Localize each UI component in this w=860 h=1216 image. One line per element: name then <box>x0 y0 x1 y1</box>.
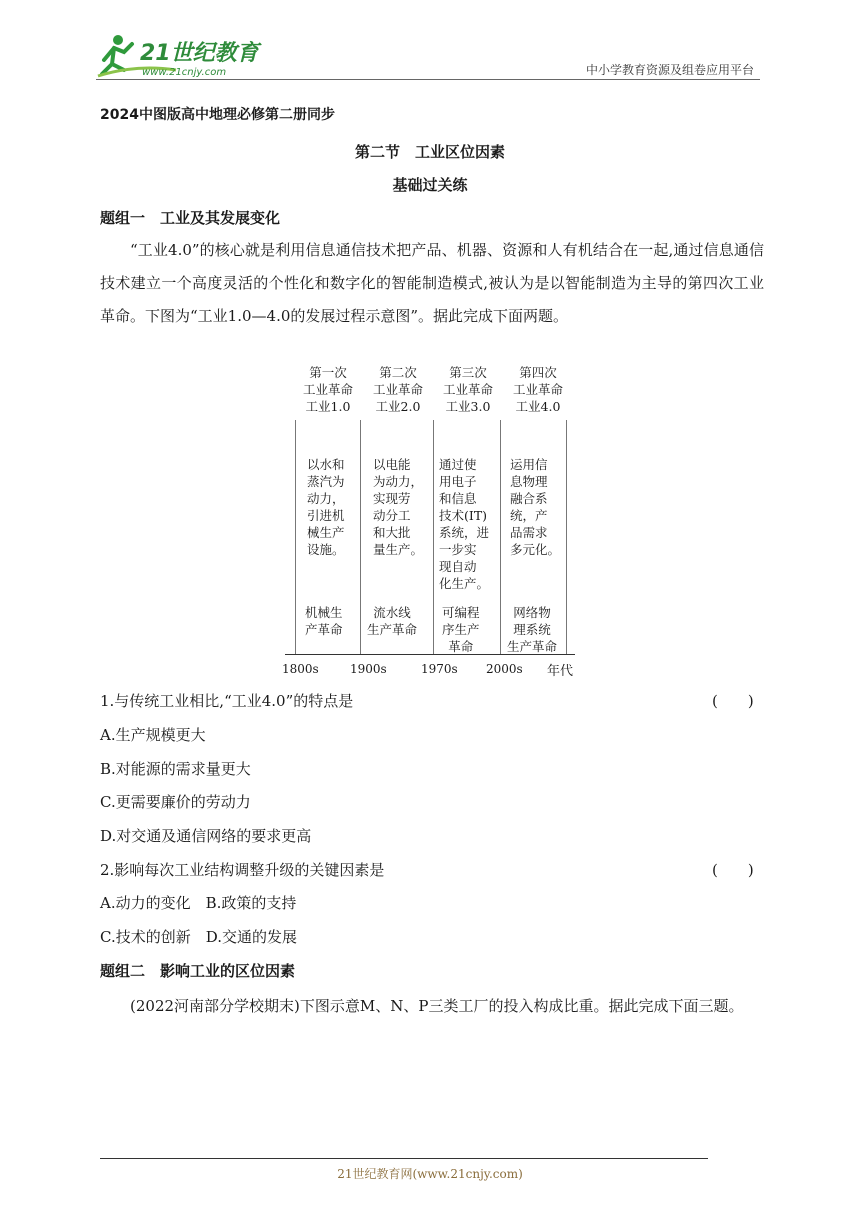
figure-head-2: 第二次 工业革命 工业2.0 <box>372 365 423 414</box>
footer-divider <box>100 1158 708 1159</box>
axis-tick: 1970s <box>421 662 458 676</box>
q2-options-row-2: C.技术的创新 D.交通的发展 <box>100 928 297 946</box>
question-1: 1.与传统工业相比,“工业4.0”的特点是 <box>100 692 354 710</box>
figure-desc-1: 以水和 蒸汽为 动力， 引进机 械生产 设施。 <box>307 457 345 557</box>
industry-revolution-figure <box>282 364 590 682</box>
answer-blank-2: ( ) <box>712 861 754 879</box>
platform-name: 中小学教育资源及组卷应用平台 <box>585 63 754 77</box>
intro-text-1: “工业4.0”的核心就是利用信息通信技术把产品、机器、资源和人有机结合在一起,通过信息通信技术建立一个高度灵活的个性化和数字化的智能制造模式,被认为是以智能制造为主导的第四次工业革命。下图为“工业1.0—4.0的发展过程示意图”。据此完成下面两题。 <box>100 241 764 325</box>
logo-subtext: www.21cnjy.com <box>142 67 227 78</box>
intro-paragraph-1 <box>100 234 764 333</box>
answer-blank-1: ( ) <box>712 692 754 710</box>
intro-text-2: (2022河南部分学校期末)下图示意M、N、P三类工厂的投入构成比重。据此完成下面三题。 <box>130 997 744 1015</box>
figure-kind-3: 可编程 序生产 革命 <box>442 605 480 654</box>
site-logo <box>96 30 266 82</box>
question-2: 2.影响每次工业结构调整升级的关键因素是 <box>100 861 385 879</box>
intro-paragraph-2 <box>100 990 764 1023</box>
figure-kind-1: 机械生 产革命 <box>305 605 343 637</box>
figure-head-4: 第四次 工业革命 工业4.0 <box>512 365 563 414</box>
header-divider <box>96 79 760 80</box>
series-title: 2024中图版高中地理必修第二册同步 <box>100 107 335 123</box>
q2-options-row-1: A.动力的变化 B.政策的支持 <box>100 894 297 912</box>
section-title: 第二节 工业区位因素 <box>354 143 505 161</box>
figure-divider <box>433 420 434 654</box>
group1-heading: 题组一 工业及其发展变化 <box>100 209 281 227</box>
axis-unit: 年代 <box>547 664 574 679</box>
logo-text: 21世纪教育 <box>140 41 259 66</box>
axis-tick: 2000s <box>486 662 523 676</box>
figure-desc-3: 通过使 用电子 和信息 技术(IT) 系统，进 一步实 现自动 化生产。 <box>439 457 490 591</box>
axis-tick: 1800s <box>282 662 319 676</box>
figure-divider <box>360 420 361 654</box>
axis-tick: 1900s <box>350 662 387 676</box>
q1-option-d: D.对交通及通信网络的要求更高 <box>100 827 312 845</box>
logo-runner-icon <box>96 30 266 82</box>
figure-desc-4: 运用信 息物理 融合系 统，产 品需求 多元化。 <box>510 457 561 557</box>
subsection-title: 基础过关练 <box>392 176 468 194</box>
figure-time-axis <box>285 654 575 655</box>
figure-head-1: 第一次 工业革命 工业1.0 <box>302 365 353 414</box>
group2-heading: 题组二 影响工业的区位因素 <box>100 962 296 980</box>
figure-divider <box>295 420 296 654</box>
footer-link[interactable]: 21世纪教育网(www.21cnjy.com) <box>337 1167 523 1181</box>
q1-option-c: C.更需要廉价的劳动力 <box>100 793 251 811</box>
q1-option-b: B.对能源的需求量更大 <box>100 760 251 778</box>
q1-option-a: A.生产规模更大 <box>100 726 206 744</box>
figure-divider <box>500 420 501 654</box>
figure-kind-2: 流水线 生产革命 <box>367 605 418 637</box>
figure-kind-4: 网络物 理系统 生产革命 <box>507 605 558 654</box>
figure-head-3: 第三次 工业革命 工业3.0 <box>442 365 493 414</box>
figure-desc-2: 以电能 为动力， 实现劳 动分工 和大批 量生产。 <box>373 457 424 557</box>
figure-divider <box>566 420 567 654</box>
